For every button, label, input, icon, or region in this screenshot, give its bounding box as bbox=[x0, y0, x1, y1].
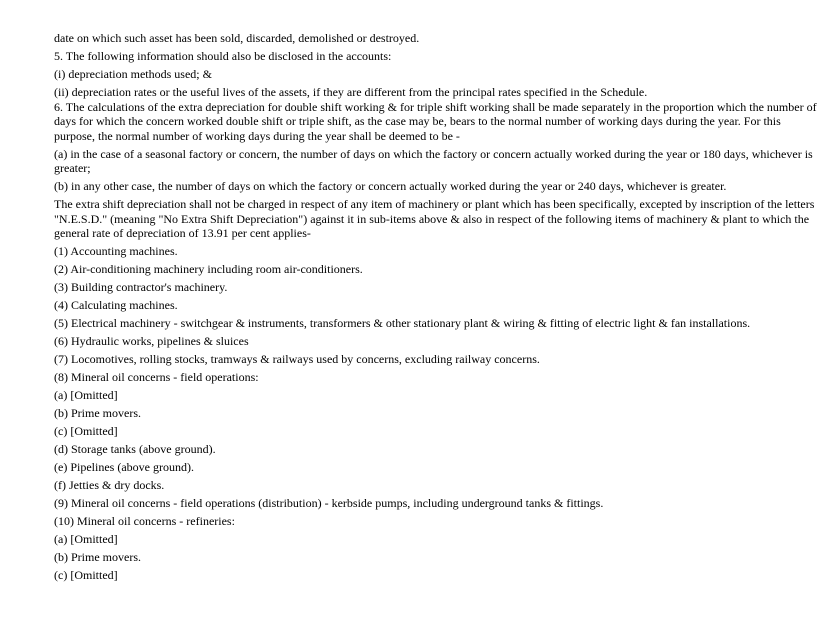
list-item: (8) Mineral oil concerns - field operations: bbox=[54, 370, 259, 384]
paragraph-depreciation-rates: (ii) depreciation rates or the useful lives of the assets, if they are different from the principal rates specified in the Schedule. bbox=[54, 85, 648, 99]
sub-list-item: (a) [Omitted] bbox=[54, 532, 118, 546]
list-item: (9) Mineral oil concerns - field operations (distribution) - kerbside pumps, including underground tanks & fittings. bbox=[54, 496, 604, 510]
list-item: (3) Building contractor's machinery. bbox=[54, 280, 228, 294]
sub-list-item: (d) Storage tanks (above ground). bbox=[54, 442, 216, 456]
list-item: (1) Accounting machines. bbox=[54, 244, 178, 258]
list-item: (2) Air-conditioning machinery including room air-conditioners. bbox=[54, 262, 363, 276]
list-item: (4) Calculating machines. bbox=[54, 298, 178, 312]
sub-list-item: (e) Pipelines (above ground). bbox=[54, 460, 194, 474]
sub-list-item: (b) Prime movers. bbox=[54, 406, 141, 420]
paragraph-extra-shift-calculation: 6. The calculations of the extra depreciation for double shift working & for triple shift working shall be made separately in the proportion which the number of days for which the concern worked double shift or triple shift, as the case may be, bears to the normal number of working days during the year. For this purpose, the normal number of working days during the year shall be deemed to be - bbox=[54, 99, 817, 143]
sub-list-item: (a) [Omitted] bbox=[54, 388, 118, 402]
document-body bbox=[54, 31, 824, 586]
list-item: (6) Hydraulic works, pipelines & sluices bbox=[54, 334, 249, 348]
list-item: (5) Electrical machinery - switchgear & instruments, transformers & other stationary plant & wiring & fitting of electric light & fan installations. bbox=[54, 316, 751, 330]
list-item: (10) Mineral oil concerns - refineries: bbox=[54, 514, 235, 528]
sub-list-item: (c) [Omitted] bbox=[54, 424, 118, 438]
paragraph-asset-disposal: date on which such asset has been sold, discarded, demolished or destroyed. bbox=[54, 31, 420, 45]
sub-list-item: (f) Jetties & dry docks. bbox=[54, 478, 165, 492]
sub-list-item: (c) [Omitted] bbox=[54, 568, 118, 582]
paragraph-nesd-exception: The extra shift depreciation shall not be charged in respect of any item of machinery or plant which has been specifically, excepted by inscription of the letters "N.E.S.D." (meaning "No Extra Shift Depreciation") against it in sub-items above & also in respect of the following items of machinery & plant to which the general rate of depreciation of 13.91 per cent applies- bbox=[54, 197, 815, 240]
paragraph-depreciation-methods: (i) depreciation methods used; & bbox=[54, 67, 212, 81]
sub-list-item: (b) Prime movers. bbox=[54, 550, 141, 564]
list-item: (7) Locomotives, rolling stocks, tramways & railways used by concerns, excluding railway concerns. bbox=[54, 352, 540, 366]
paragraph-seasonal-factory: (a) in the case of a seasonal factory or concern, the number of days on which the factory or concern actually worked during the year or 180 days, whichever is greater; bbox=[54, 146, 813, 175]
paragraph-disclosure-heading: 5. The following information should also be disclosed in the accounts: bbox=[54, 49, 392, 63]
paragraph-other-case: (b) in any other case, the number of days on which the factory or concern actually worked during the year or 240 days, whichever is greater. bbox=[54, 179, 727, 193]
